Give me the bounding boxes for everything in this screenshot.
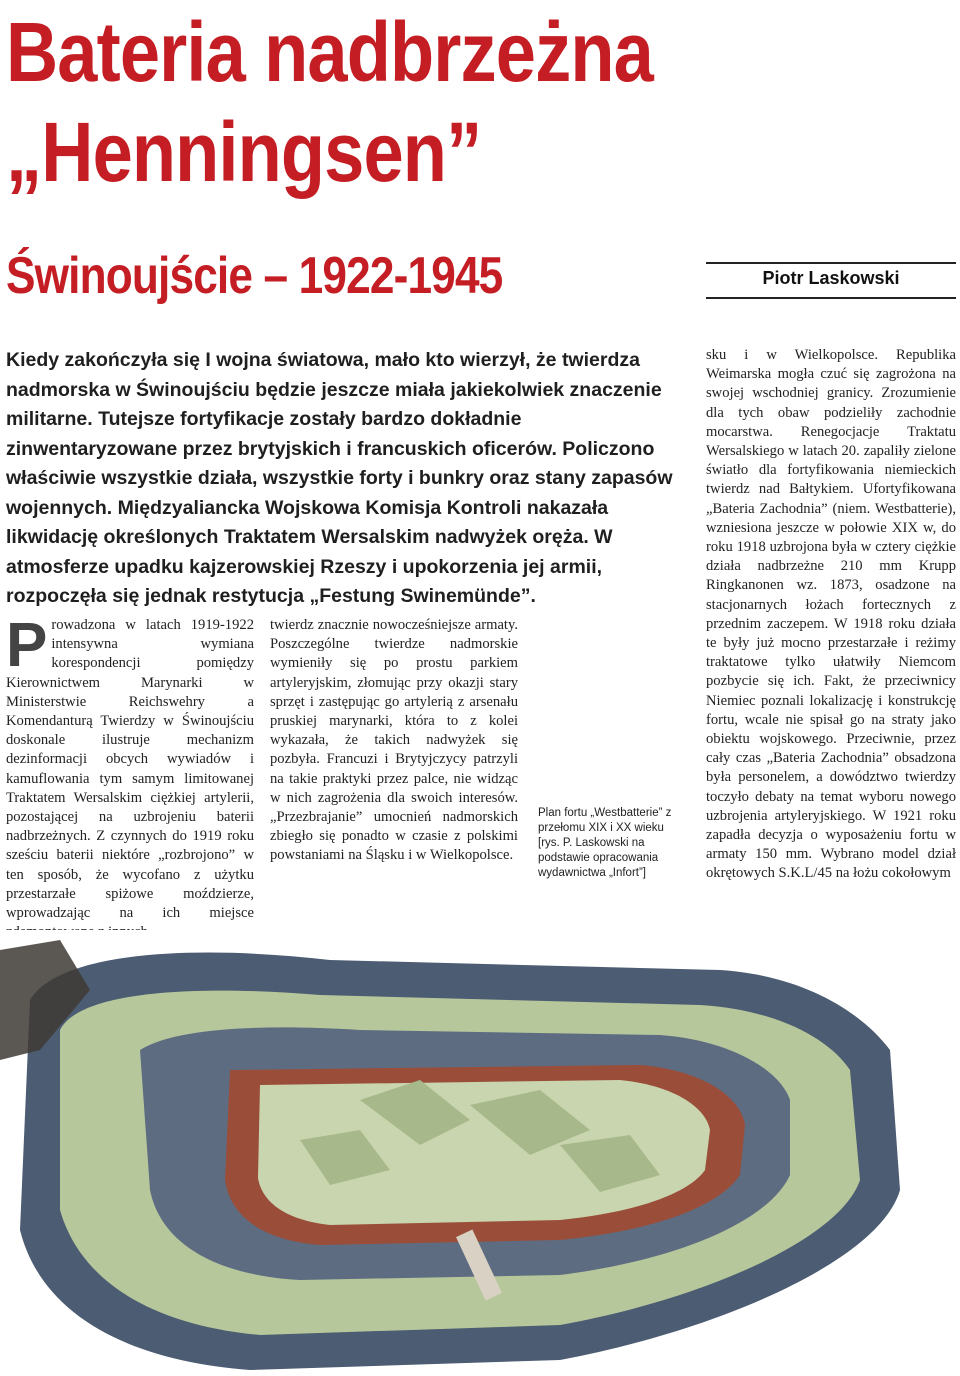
figure-caption: Plan fortu „Westbatterie” z przełomu XIX i XX wieku [rys. P. Laskowski na podstawie opracowania wydawnictwa „Infort”] <box>538 807 672 879</box>
article-title-line1: Bateria nadbrzeżna <box>6 5 653 99</box>
body-column-3: sku i w Wielkopolsce. Republika Weimarska mogła czuć się zagrożona na swojej wschodniej granicy. Zrozumienie dla tych obaw podzieliły zachodnie mocarstwa. Renegocjacje Traktatu Wersalskiego w latach 20. zapaliły zielone światło dla fortyfikowania niemieckich twierdz nad Bałtykiem. Ufortyfikowana „Bateria Zachodnia” (niem. Westbatterie), wzniesiona jeszcze w połowie XIX w, do roku 1918 uzbrojona była w cztery ciężkie działa nadbrzeżne 210 mm Krupp Ringkanonen wz. 1873, osadzone na stacjonarnych łożach fortecznych z przednim zaczepem. W 1918 roku działa te były już mocno przestarzałe i reżimy traktatowe tylko ułatwiły Niemcom pozbycie się ich. Fakt, że przeciwnicy Niemiec poznali lokalizację i konstrukcję fortu, wcale nie spisał go na straty jako obiektu wojskowego. Przeciwnie, przez cały czas „Bateria Zachodnia” obsadzona była personelem, a dowództwo twierdzy toczyło debaty na temat wyboru nowego uzbrojenia artyleryjskiego. W 1921 roku zapadła decyzja o wyposażeniu fortu w armaty 150 mm. Wybrano model dział okrętowych S.K.L/45 na łożu cokołowym <box>706 347 956 882</box>
body-column-2: twierdz znacznie nowocześniejsze armaty. Poszczególne twierdze nadmorskie wymieniły się po prostu parkiem artyleryjskim, złomując przy okazji stary sprzęt i zastępując go artylerią z arsenału pruskiej marynarki, która to z kolei wykazała, że takich nadwyżek się pozbyła. Francuzi i Brytyjczycy patrzyli na takie praktyki przez palce, nie widząc w nich zagrożenia dla swoich interesów. „Przezbrajanie” umocnień nadmorskich zbiegło się ponadto w czasie z polskimi powstaniami na Śląsku i w Wielkopolsce. <box>270 617 518 864</box>
author-rule-top <box>706 262 956 264</box>
article-title-line2: „Henningsen” <box>6 105 482 199</box>
author-rule-bottom <box>706 297 956 299</box>
body-column-1 <box>6 611 254 942</box>
fort-plan-illustration <box>0 930 960 1376</box>
body-column-1-text: rowadzona w latach 1919-1922 intensywna wymiana korespondencji pomiędzy Kierownictwem Marynarki w Ministerstwie Reichswehry a Komendanturą Twierdzy w Świnoujściu doskonale ilustruje mechanizm dezinformacji obcych wywiadów i kamuflowania tym samym limitowanej Traktatem Wersalskim ciężkiej artylerii, pozostającej na uzbrojeniu baterii nadbrzeżnych. Z czynnych do 1919 roku sześciu baterii niektóre „rozbrojono” w ten sposób, że wycofano z użytku przestarzałe spiżowe moździerze, wprowadzając na ich miejsce <box>6 617 254 922</box>
author-name: Piotr Laskowski <box>762 268 900 288</box>
drop-cap: P <box>6 611 48 680</box>
lead-paragraph: Kiedy zakończyła się I wojna światowa, mało kto wierzył, że twierdza nadmorska w Świnoujściu będzie jeszcze miała jakiekolwiek znaczenie militarne. Tutejsze fortyfikacje zostały bardzo dokładnie zinwentaryzowane przez brytyjskich i francuskich oficerów. Policzono właściwie wszystkie działa, wszystkie forty i bunkry oraz stany zapasów wojennych. Międzyaliancka Wojskowa Komisja Kontroli nakazała likwidację określonych Traktatem Wersalskim nadwyżek oręża. W atmosferze upadku kajzerowskiej Rzeszy i upokorzenia jej armii, rozpoczęła się jednak restytucja „Festung Swinemünde”. <box>6 349 673 607</box>
article-subtitle: Świnoujście – 1922-1945 <box>6 247 503 305</box>
